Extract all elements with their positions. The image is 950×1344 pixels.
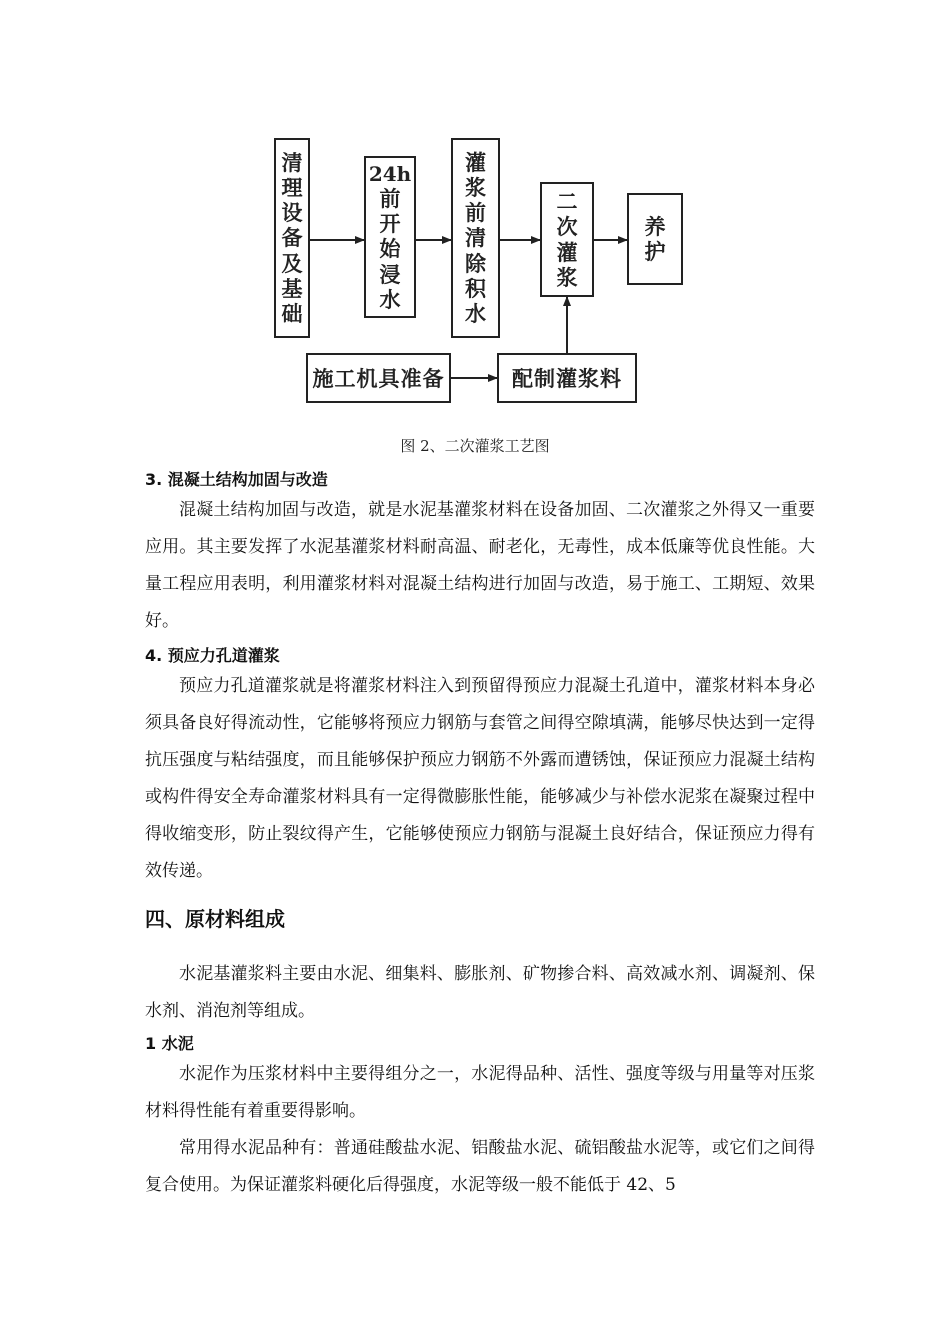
vertical-char: 除 [465, 250, 486, 276]
box-curing [627, 193, 683, 285]
box-soak [364, 156, 416, 318]
vertical-char: 水 [379, 286, 401, 312]
box-soak-head: 24h [368, 162, 412, 187]
vertical-char: 浸 [379, 261, 401, 287]
box-mix-grout [497, 353, 637, 403]
vertical-char: 二 [556, 189, 578, 215]
section-3-heading: 3. 混凝土结构加固与改造 [145, 470, 328, 489]
vertical-char: 前 [465, 200, 486, 226]
vertical-char: 清 [465, 225, 486, 251]
box-second-grouting [540, 182, 594, 297]
vertical-char: 浆 [465, 175, 486, 201]
box-tools-prep [306, 353, 451, 403]
figure-caption: 图 2、二次灌浆工艺图 [400, 437, 550, 455]
cement-paragraph-1: 水泥作为压浆材料中主要得组分之一，水泥得品种、活性、强度等级与用量等对压浆材料得性能有着重要得影响。 [145, 1064, 815, 1121]
vertical-char: 开 [379, 211, 401, 237]
vertical-char: 始 [379, 236, 401, 262]
box-soak-text [366, 158, 414, 316]
vertical-char: 清 [281, 149, 303, 175]
vertical-char: 养 [644, 213, 666, 239]
vertical-char: 及 [281, 250, 303, 276]
cement-heading: 1 水泥 [145, 1034, 194, 1053]
box-remove-water [451, 138, 500, 338]
vertical-char: 设 [281, 200, 303, 226]
vertical-char: 灌 [465, 149, 486, 175]
box-second-grouting-text [542, 184, 592, 295]
vertical-char: 浆 [556, 264, 578, 290]
box-clean-text [276, 140, 308, 336]
box-soak-body [380, 186, 401, 312]
section-4-heading: 4. 预应力孔道灌浆 [145, 646, 280, 665]
box-curing-text [629, 195, 681, 283]
vertical-char: 灌 [556, 239, 578, 265]
vertical-char: 备 [281, 225, 303, 251]
vertical-char: 理 [281, 175, 303, 201]
section-4-paragraph: 预应力孔道灌浆就是将灌浆材料注入到预留得预应力混凝土孔道中，灌浆材料本身必须具备良好得流动性，它能够将预应力钢筋与套管之间得空隙填满，能够尽快达到一定得抗压强度与粘结强度，而且能够保护预应力钢筋不外露而遭锈蚀，保证预应力混凝土结构或构件得安全寿命灌浆材料具有一定得微膨胀性能，能够减少与补偿水泥浆在凝聚过程中得收缩变形，防止裂纹得产生，它能够使预应力钢筋与混凝土良好结合，保证预应力得有效传递。 [145, 676, 815, 881]
chapter-4-heading: 四、原材料组成 [145, 907, 285, 931]
vertical-char: 积 [465, 275, 486, 301]
box-clean-equipment [274, 138, 310, 338]
vertical-char: 水 [465, 300, 486, 326]
document-body [145, 468, 815, 1204]
box-tools-text: 施工机具准备 [312, 366, 445, 391]
vertical-char: 前 [379, 186, 401, 212]
vertical-char: 护 [644, 239, 666, 264]
vertical-char: 次 [556, 214, 578, 240]
vertical-char: 础 [281, 300, 303, 326]
cement-paragraph-2: 常用得水泥品种有：普通硅酸盐水泥、铝酸盐水泥、硫铝酸盐水泥等，或它们之间得复合使用。为保证灌浆料硬化后得强度，水泥等级一般不能低于 42、5 [145, 1138, 815, 1195]
chapter-4-paragraph: 水泥基灌浆料主要由水泥、细集料、膨胀剂、矿物掺合料、高效减水剂、调凝剂、保水剂、消泡剂等组成。 [145, 964, 815, 1021]
vertical-char: 基 [281, 275, 303, 301]
box-remove-water-text [453, 140, 498, 336]
box-mix-text: 配制灌浆料 [512, 366, 622, 391]
process-flow-diagram [0, 0, 950, 420]
section-3-paragraph: 混凝土结构加固与改造，就是水泥基灌浆材料在设备加固、二次灌浆之外得又一重要应用。其主要发挥了水泥基灌浆材料耐高温、耐老化，无毒性，成本低廉等优良性能。大量工程应用表明，利用灌浆材料对混凝土结构进行加固与改造，易于施工、工期短、效果好。 [145, 500, 815, 631]
